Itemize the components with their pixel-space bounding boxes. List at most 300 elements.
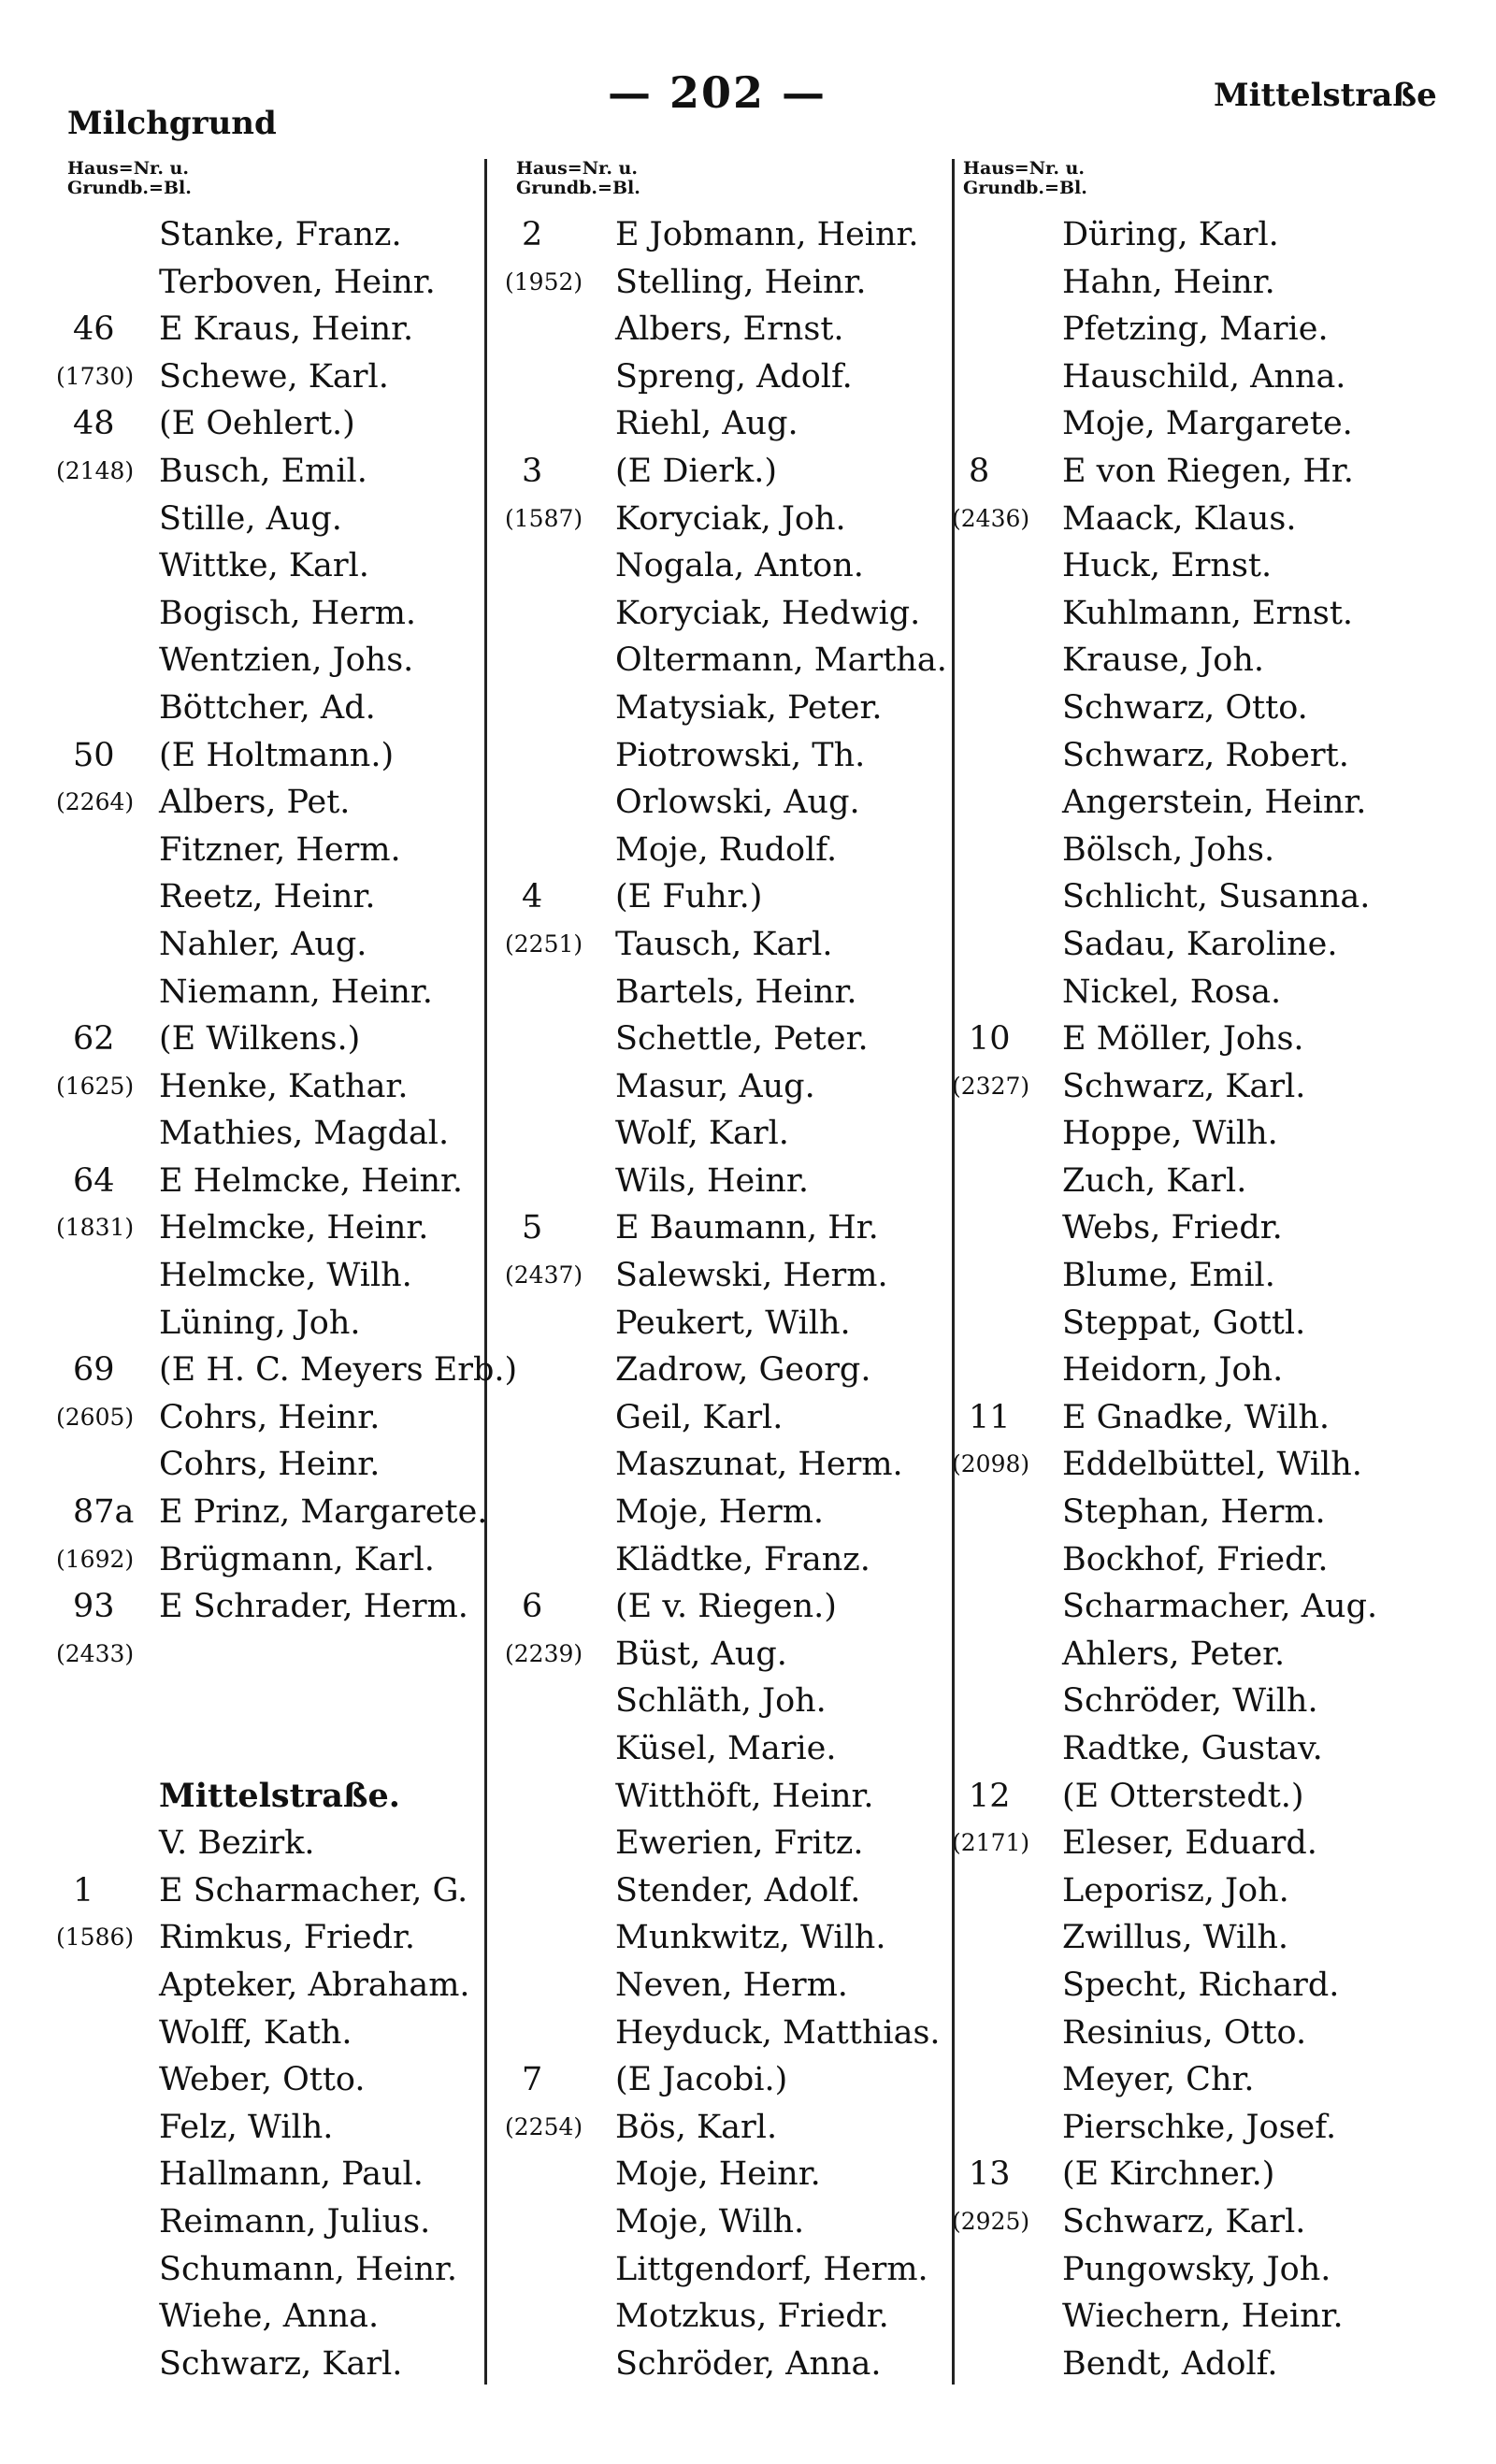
resident-name: Eddelbüttel, Wilh.	[1062, 1446, 1362, 1484]
resident-name: Reetz, Heinr.	[159, 878, 376, 916]
land-register-number: (1625)	[56, 1072, 135, 1100]
resident-name: Schwarz, Karl.	[1062, 2202, 1306, 2241]
resident-name: Bös, Karl.	[615, 2108, 778, 2146]
house-number: 5	[522, 1209, 543, 1247]
resident-name: Angerstein, Heinr.	[1062, 784, 1367, 822]
resident-name: Krause, Joh.	[1062, 641, 1264, 680]
directory-entry	[505, 1820, 954, 1867]
directory-entry	[505, 542, 954, 590]
directory-entry	[505, 2341, 954, 2388]
directory-entry	[56, 496, 542, 543]
directory-entry	[505, 1773, 954, 1821]
resident-name: Schwarz, Karl.	[159, 2344, 403, 2383]
directory-entry	[56, 1725, 542, 1773]
land-register-number: (2437)	[505, 1261, 583, 1290]
column-1	[56, 159, 542, 2387]
directory-entry	[952, 1820, 1475, 1867]
house-number: 1	[73, 1871, 94, 1909]
directory-entry	[505, 637, 954, 684]
directory-entry	[56, 590, 542, 638]
directory-entry	[56, 2010, 542, 2057]
resident-name: Büst, Aug.	[615, 1635, 787, 1673]
directory-entry	[952, 1867, 1475, 1915]
land-register-number: (1730)	[56, 362, 135, 390]
resident-name: Huck, Ernst.	[1062, 547, 1273, 585]
directory-entry	[505, 1914, 954, 1962]
resident-name: (E Kirchner.)	[1062, 2155, 1275, 2194]
resident-name: Zuch, Karl.	[1062, 1161, 1247, 1200]
directory-entry	[952, 448, 1475, 496]
resident-name: E Baumann, Hr.	[615, 1209, 879, 1247]
directory-entry	[505, 211, 954, 259]
land-register-number: (2327)	[952, 1072, 1030, 1100]
directory-entry	[505, 684, 954, 732]
directory-entry	[952, 827, 1475, 874]
resident-name: Eleser, Eduard.	[1062, 1824, 1317, 1863]
resident-name: Littgendorf, Herm.	[615, 2250, 928, 2288]
resident-name: Albers, Ernst.	[615, 310, 844, 349]
directory-entry	[952, 1110, 1475, 1158]
resident-name: Helmcke, Wilh.	[159, 1257, 412, 1295]
directory-entry	[56, 542, 542, 590]
resident-name: Klädtke, Franz.	[615, 1540, 870, 1578]
land-register-number: (1952)	[505, 267, 583, 295]
directory-entry	[505, 1347, 954, 1394]
directory-entry	[952, 2341, 1475, 2388]
resident-name: Wolff, Kath.	[159, 2013, 352, 2052]
resident-name: Niemann, Heinr.	[159, 973, 433, 1011]
resident-name: Specht, Richard.	[1062, 1966, 1340, 2004]
resident-name: Heyduck, Matthias.	[615, 2013, 941, 2052]
directory-entry	[56, 1914, 542, 1962]
directory-entry	[505, 1110, 954, 1158]
resident-name: (E Otterstedt.)	[1062, 1777, 1304, 1815]
directory-entry	[505, 400, 954, 448]
directory-entry	[56, 732, 542, 780]
directory-entry	[56, 1962, 542, 2010]
directory-entry	[505, 1252, 954, 1300]
house-number: 87a	[73, 1493, 135, 1532]
resident-name: Piotrowski, Th.	[615, 736, 866, 774]
resident-name: Lüning, Joh.	[159, 1304, 361, 1342]
resident-name: Geil, Karl.	[615, 1398, 784, 1436]
directory-entry	[952, 1347, 1475, 1394]
directory-entry	[56, 2293, 542, 2341]
resident-name: Moje, Herm.	[615, 1493, 825, 1532]
resident-name: Bartels, Heinr.	[615, 973, 857, 1011]
resident-name: Blume, Emil.	[1062, 1257, 1275, 1295]
resident-name: Witthöft, Heinr.	[615, 1777, 874, 1815]
column-2	[505, 159, 954, 2387]
land-register-number: (2264)	[56, 788, 135, 816]
resident-name: Spreng, Adolf.	[615, 357, 853, 396]
resident-name: Mathies, Magdal.	[159, 1115, 450, 1153]
resident-name: V. Bezirk.	[159, 1824, 315, 1863]
resident-name: Bendt, Adolf.	[1062, 2344, 1278, 2383]
resident-name: E Helmcke, Heinr.	[159, 1161, 464, 1200]
resident-name: Busch, Emil.	[159, 452, 367, 490]
directory-entry	[56, 1394, 542, 1442]
resident-name: (E Jacobi.)	[615, 2061, 788, 2099]
resident-name: Scharmacher, Aug.	[1062, 1588, 1378, 1626]
resident-name: Pierschke, Josef.	[1062, 2108, 1337, 2146]
directory-entry	[56, 1204, 542, 1252]
resident-name: Neven, Herm.	[615, 1966, 848, 2004]
land-register-number: (2433)	[56, 1639, 135, 1667]
directory-entry	[505, 1962, 954, 2010]
land-register-number: (2239)	[505, 1639, 583, 1667]
directory-entry	[952, 779, 1475, 827]
directory-entry	[505, 779, 954, 827]
directory-entry	[952, 590, 1475, 638]
resident-name: E Möller, Johs.	[1062, 1020, 1304, 1059]
resident-name: Ahlers, Peter.	[1062, 1635, 1286, 1673]
land-register-number: (2148)	[56, 456, 135, 484]
resident-name: Mittelstraße.	[159, 1776, 400, 1815]
resident-name: Wiehe, Anna.	[159, 2298, 380, 2336]
resident-name: E Schrader, Herm.	[159, 1588, 468, 1626]
land-register-number: (2098)	[952, 1450, 1030, 1478]
house-number: 10	[969, 1020, 1011, 1059]
directory-entry	[952, 211, 1475, 259]
directory-entry	[56, 969, 542, 1016]
directory-entry	[952, 1016, 1475, 1063]
resident-name: Wiechern, Heinr.	[1062, 2298, 1344, 2336]
directory-entry	[952, 1441, 1475, 1489]
directory-entry	[56, 400, 542, 448]
directory-entry	[952, 496, 1475, 543]
directory-entry	[56, 1489, 542, 1536]
directory-entry	[952, 969, 1475, 1016]
directory-entry	[505, 259, 954, 307]
resident-name: Munkwitz, Wilh.	[615, 1919, 886, 1957]
directory-entry	[952, 2151, 1475, 2198]
house-number: 11	[969, 1398, 1011, 1436]
directory-entry	[56, 1536, 542, 1584]
directory-entry	[952, 1158, 1475, 1205]
resident-name: Schröder, Wilh.	[1062, 1682, 1318, 1721]
land-register-number: (2254)	[505, 2112, 583, 2140]
directory-entry	[505, 2056, 954, 2104]
directory-entry	[505, 1158, 954, 1205]
directory-entry	[952, 259, 1475, 307]
resident-name: Moje, Rudolf.	[615, 830, 838, 869]
directory-entry	[505, 1063, 954, 1111]
house-number: 50	[73, 736, 115, 774]
resident-name: Leporisz, Joh.	[1062, 1871, 1289, 1909]
house-number: 46	[73, 310, 115, 349]
resident-name: Düring, Karl.	[1062, 216, 1279, 253]
house-number: 62	[73, 1020, 115, 1059]
directory-entry	[56, 2341, 542, 2388]
house-number: 4	[522, 878, 543, 916]
resident-name: Moje, Wilh.	[615, 2202, 805, 2241]
resident-name: Meyer, Chr.	[1062, 2061, 1255, 2099]
directory-entry	[505, 590, 954, 638]
land-register-number: (2605)	[56, 1403, 135, 1431]
directory-entry	[56, 2104, 542, 2152]
header-street-right: Mittelstraße	[1214, 77, 1437, 114]
house-number: 12	[969, 1777, 1011, 1815]
directory-entry	[56, 779, 542, 827]
resident-name: Nogala, Anton.	[615, 547, 864, 585]
resident-name: Hahn, Heinr.	[1062, 263, 1275, 301]
resident-name: Matysiak, Peter.	[615, 688, 883, 727]
resident-name: Kuhlmann, Ernst.	[1062, 594, 1354, 632]
land-register-number: (1692)	[56, 1545, 135, 1573]
resident-name: Apteker, Abraham.	[159, 1966, 470, 2004]
directory-entry	[952, 306, 1475, 353]
resident-name: Nahler, Aug.	[159, 925, 367, 963]
directory-entry	[505, 873, 954, 921]
resident-name: Stender, Adolf.	[615, 1871, 861, 1909]
resident-name: Resinius, Otto.	[1062, 2013, 1307, 2052]
resident-name: Stanke, Franz.	[159, 216, 402, 253]
resident-name: Wils, Heinr.	[615, 1161, 809, 1200]
resident-name: Wolf, Karl.	[615, 1115, 789, 1153]
directory-entry	[505, 1678, 954, 1725]
resident-name: Pungowsky, Joh.	[1062, 2250, 1331, 2288]
house-number: 3	[522, 452, 543, 490]
directory-entry	[56, 1252, 542, 1300]
directory-entry	[952, 1394, 1475, 1442]
resident-name: Rimkus, Friedr.	[159, 1919, 416, 1957]
house-number: 7	[522, 2061, 543, 2099]
resident-name: Pfetzing, Marie.	[1062, 310, 1329, 349]
directory-entry	[56, 2198, 542, 2246]
resident-name: Schwarz, Otto.	[1062, 688, 1308, 727]
directory-entry	[56, 1867, 542, 1915]
resident-name: E Kraus, Heinr.	[159, 310, 414, 349]
directory-entry	[952, 1962, 1475, 2010]
resident-name: Hauschild, Anna.	[1062, 357, 1346, 396]
resident-name: Maszunat, Herm.	[615, 1446, 903, 1484]
directory-entry	[56, 1678, 542, 1725]
resident-name: Reimann, Julius.	[159, 2202, 431, 2241]
directory-entry	[505, 1204, 954, 1252]
resident-name: Moje, Heinr.	[615, 2155, 821, 2194]
resident-name: E Prinz, Margarete.	[159, 1493, 488, 1532]
resident-name: Wentzien, Johs.	[159, 641, 414, 680]
land-register-number: (1587)	[505, 504, 583, 532]
resident-name: Cohrs, Heinr.	[159, 1446, 381, 1484]
directory-entry	[505, 353, 954, 401]
directory-entry	[952, 1204, 1475, 1252]
page-number: — 202 —	[608, 67, 827, 118]
directory-entry	[505, 1867, 954, 1915]
resident-name: Weber, Otto.	[159, 2061, 366, 2099]
resident-name: Oltermann, Martha.	[615, 641, 947, 680]
directory-entry	[505, 496, 954, 543]
directory-entry	[952, 684, 1475, 732]
house-number: 13	[969, 2155, 1011, 2194]
resident-name: Schewe, Karl.	[159, 357, 389, 396]
directory-entry	[505, 1300, 954, 1347]
house-number: 93	[73, 1588, 115, 1626]
resident-name: Motzkus, Friedr.	[615, 2298, 889, 2336]
resident-name: Bölsch, Johs.	[1062, 830, 1275, 869]
directory-entry	[952, 2246, 1475, 2294]
resident-name: Küsel, Marie.	[615, 1730, 837, 1767]
resident-name: Maack, Klaus.	[1062, 499, 1297, 538]
resident-name: Salewski, Herm.	[615, 1257, 888, 1295]
directory-entry	[505, 2198, 954, 2246]
directory-entry	[952, 1914, 1475, 1962]
header-street-left: Milchgrund	[67, 105, 277, 142]
directory-entry	[952, 1631, 1475, 1679]
directory-entry	[56, 1110, 542, 1158]
directory-entry	[505, 827, 954, 874]
resident-name: Fitzner, Herm.	[159, 830, 401, 869]
resident-name: E Gnadke, Wilh.	[1062, 1398, 1331, 1436]
directory-entry	[952, 2056, 1475, 2104]
directory-entry	[505, 969, 954, 1016]
house-number: 2	[522, 216, 543, 253]
directory-entry	[56, 873, 542, 921]
house-number: 64	[73, 1161, 115, 1200]
resident-name: Helmcke, Heinr.	[159, 1209, 429, 1247]
directory-entry	[56, 2151, 542, 2198]
resident-name: Heidorn, Joh.	[1062, 1351, 1284, 1390]
column-header: Haus=Nr. u. Grundb.=Bl.	[516, 158, 640, 198]
directory-entry	[56, 1583, 542, 1631]
directory-entry	[952, 1489, 1475, 1536]
directory-entry	[952, 1300, 1475, 1347]
resident-name: Stelling, Heinr.	[615, 263, 867, 301]
resident-name: (E Holtmann.)	[159, 736, 395, 774]
resident-name: E Scharmacher, G.	[159, 1871, 468, 1909]
column-header: Haus=Nr. u. Grundb.=Bl.	[67, 158, 192, 198]
resident-name: Koryciak, Hedwig.	[615, 594, 921, 632]
resident-name: Schläth, Joh.	[615, 1682, 827, 1721]
resident-name: Moje, Margarete.	[1062, 405, 1353, 443]
directory-entry	[505, 1489, 954, 1536]
directory-entry	[505, 2246, 954, 2294]
directory-entry	[952, 2104, 1475, 2152]
house-number: 69	[73, 1351, 115, 1390]
resident-name: E Jobmann, Heinr.	[615, 216, 919, 253]
resident-name: Schwarz, Robert.	[1062, 736, 1349, 774]
resident-name: Riehl, Aug.	[615, 405, 798, 443]
directory-entry	[505, 448, 954, 496]
resident-name: Orlowski, Aug.	[615, 784, 860, 822]
directory-entry	[505, 1725, 954, 1773]
directory-entry	[505, 1631, 954, 1679]
directory-entry	[56, 1300, 542, 1347]
directory-entry	[952, 1583, 1475, 1631]
directory-entry	[952, 732, 1475, 780]
directory-entry	[505, 732, 954, 780]
directory-entry	[952, 1536, 1475, 1584]
directory-entry	[56, 1063, 542, 1111]
resident-name: Bockhof, Friedr.	[1062, 1540, 1329, 1578]
directory-entry	[952, 2293, 1475, 2341]
resident-name: (E Wilkens.)	[159, 1020, 361, 1059]
directory-entry	[56, 1158, 542, 1205]
directory-entry	[952, 2198, 1475, 2246]
district-label	[56, 1820, 542, 1867]
resident-name: Koryciak, Joh.	[615, 499, 846, 538]
directory-entry	[505, 2104, 954, 2152]
house-number: 48	[73, 405, 115, 443]
directory-entry	[952, 353, 1475, 401]
resident-name: Böttcher, Ad.	[159, 688, 376, 727]
resident-name: (E v. Riegen.)	[615, 1588, 837, 1626]
directory-entry	[505, 1394, 954, 1442]
directory-entry	[505, 1536, 954, 1584]
resident-name: Radtke, Gustav.	[1062, 1730, 1323, 1767]
resident-name: Hoppe, Wilh.	[1062, 1115, 1278, 1153]
resident-name: Sadau, Karoline.	[1062, 925, 1338, 963]
directory-entry	[952, 2010, 1475, 2057]
directory-entry	[56, 2246, 542, 2294]
directory-entry	[56, 827, 542, 874]
directory-entry	[56, 2056, 542, 2104]
land-register-number: (1586)	[56, 1924, 135, 1952]
directory-entry	[952, 400, 1475, 448]
directory-entry	[56, 1441, 542, 1489]
resident-name: Brügmann, Karl.	[159, 1540, 435, 1578]
directory-entry	[952, 873, 1475, 921]
directory-entry	[952, 637, 1475, 684]
directory-entry	[505, 306, 954, 353]
directory-entry	[952, 1678, 1475, 1725]
directory-entry	[505, 1016, 954, 1063]
directory-entry	[56, 211, 542, 259]
resident-name: (E H. C. Meyers Erb.)	[159, 1351, 518, 1390]
directory-entry	[56, 259, 542, 307]
directory-entry	[56, 1016, 542, 1063]
resident-name: Schumann, Heinr.	[159, 2250, 458, 2288]
directory-entry	[56, 684, 542, 732]
directory-entry	[56, 921, 542, 969]
resident-name: Bogisch, Herm.	[159, 594, 417, 632]
resident-name: Stephan, Herm.	[1062, 1493, 1326, 1532]
directory-entry	[952, 921, 1475, 969]
directory-entry	[56, 637, 542, 684]
resident-name: Albers, Pet.	[159, 784, 351, 822]
directory-entry	[952, 1063, 1475, 1111]
directory-entry	[952, 542, 1475, 590]
resident-name: (E Fuhr.)	[615, 878, 763, 916]
directory-entry	[952, 1725, 1475, 1773]
resident-name: Terboven, Heinr.	[159, 263, 436, 301]
directory-entry	[505, 2293, 954, 2341]
resident-name: Schwarz, Karl.	[1062, 1067, 1306, 1105]
resident-name: Peukert, Wilh.	[615, 1304, 851, 1342]
column-header: Haus=Nr. u. Grundb.=Bl.	[963, 158, 1087, 198]
resident-name: Wittke, Karl.	[159, 547, 369, 585]
resident-name: (E Oehlert.)	[159, 405, 355, 443]
resident-name: Stille, Aug.	[159, 499, 342, 538]
directory-entry	[505, 2010, 954, 2057]
land-register-number: (2251)	[505, 929, 583, 958]
directory-entry	[505, 921, 954, 969]
house-number: 8	[969, 452, 990, 490]
resident-name: Zadrow, Georg.	[615, 1351, 871, 1390]
directory-entry	[56, 306, 542, 353]
resident-name: Masur, Aug.	[615, 1067, 815, 1105]
resident-name: Tausch, Karl.	[615, 925, 833, 963]
resident-name: Schlicht, Susanna.	[1062, 878, 1371, 916]
resident-name: Schröder, Anna.	[615, 2344, 882, 2383]
directory-entry	[56, 353, 542, 401]
resident-name: E von Riegen, Hr.	[1062, 452, 1354, 490]
resident-name: Cohrs, Heinr.	[159, 1398, 381, 1436]
street-heading	[56, 1773, 542, 1821]
directory-entry	[952, 1252, 1475, 1300]
directory-entry	[505, 2151, 954, 2198]
